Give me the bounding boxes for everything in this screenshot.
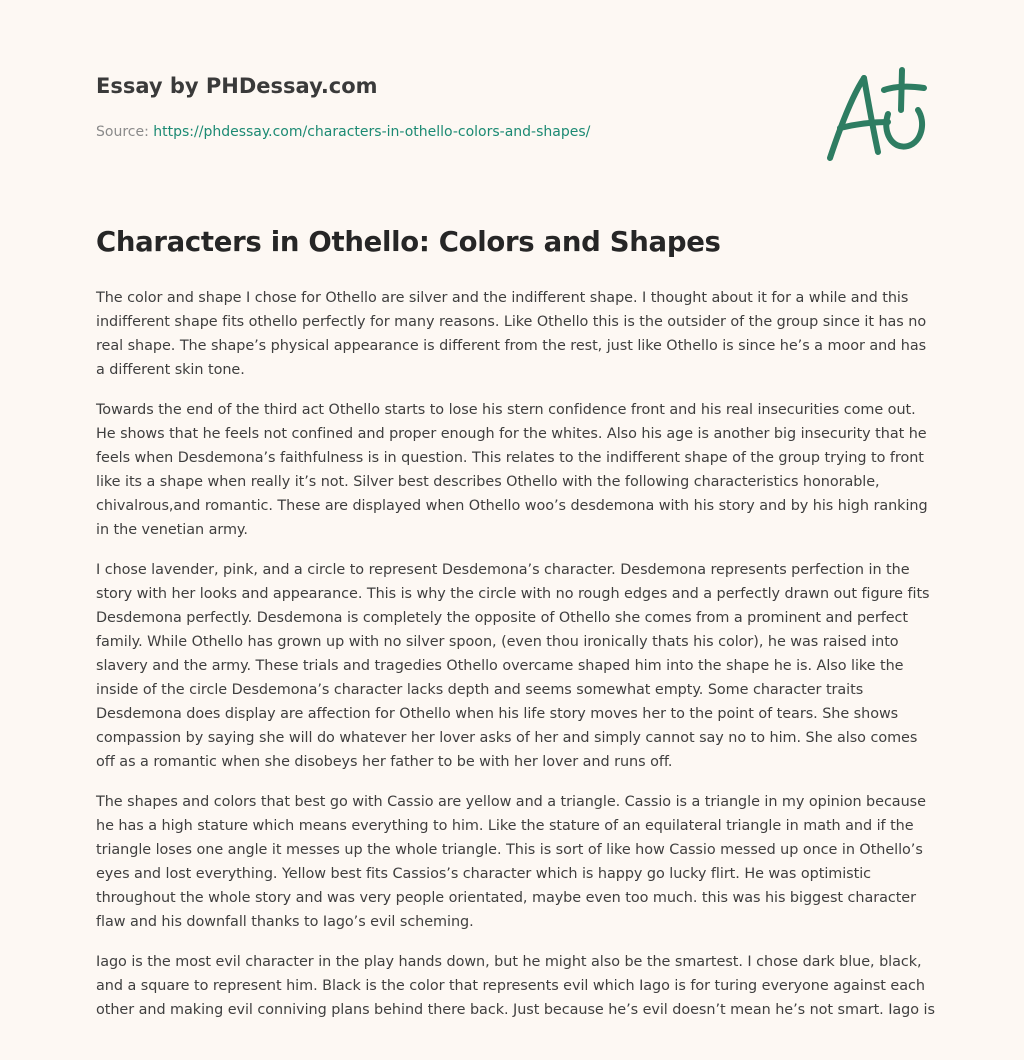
essay-paragraph: I chose lavender, pink, and a circle to represent Desdemona’s character. Desdemona represents perfection in the story with her looks and appearance. This is why the circle with no rough edges and a perfectly drawn out figure fits Desdemona perfectly. Desdemona is completely the opposite of Othello she comes from a prominent and perfect family. While Othello has grown up with no silver spoon, (even thou ironically thats his color), he was raised into slavery and the army. These trials and tragedies Othello overcame shaped him into the shape he is. Also like the inside of the circle Desdemona’s character lacks depth and seems somewhat empty. Some character traits Desdemona does display are affection for Othello when his life story moves her to the point of tears. She shows compassion by saying she will do whatever her lover asks of her and simply cannot say no to him. She also comes off as a romantic when she disobeys her father to be with her lover and runs off. — [96, 562, 930, 770]
essay-paragraph: The color and shape I chose for Othello are silver and the indifferent shape. I thought about it for a while and this indifferent shape fits othello perfectly for many reasons. Like Othello this is the outsider of the group since it has no real shape. The shape’s physical appearance is different from the rest, just like Othello is since he’s a moor and has a different skin tone. — [96, 290, 927, 378]
essay-paragraph: The shapes and colors that best go with Cassio are yellow and a triangle. Cassio is a triangle in my opinion because he has a high stature which means everything to him. Like the stature of an equilateral triangle in math and if the triangle loses one angle it messes up the whole triangle. This is sort of like how Cassio messed up once in Othello’s eyes and lost everything. Yellow best fits Cassios’s character which is happy go lucky flirt. He was optimistic throughout the whole story and was very people orientated, maybe even too much. this was his biggest character flaw and his downfall thanks to Iago’s evil scheming. — [96, 794, 926, 930]
source-label: Source: — [96, 124, 154, 140]
essay-paragraph: Towards the end of the third act Othello starts to lose his stern confidence front and his real insecurities come out. He shows that he feels not confined and proper enough for the whites. Also his age is another big insecurity that he feels when Desdemona’s faithfulness is in question. This relates to the indifferent shape of the group trying to front like its a shape when really it’s not. Silver best describes Othello with the following characteristics honorable, chivalrous,and romantic. These are displayed when Othello woo’s desdemona with his story and by his high ranking in the venetian army. — [96, 402, 928, 538]
site-title: Essay by PHDessay.com — [96, 74, 378, 98]
essay-body — [96, 286, 936, 1038]
a-plus-grade-logo-icon — [822, 66, 932, 166]
essay-paragraph: Iago is the most evil character in the play hands down, but he might also be the smartest. I chose dark blue, black, and a square to represent him. Black is the color that represents evil which Iago is for turing everyone against each other and making evil conniving plans behind there back. Just because he’s evil doesn’t mean he’s not smart. Iago is — [96, 954, 935, 1018]
source-link[interactable]: https://phdessay.com/characters-in-othello-colors-and-shapes/ — [153, 124, 591, 140]
document-title: Characters in Othello: Colors and Shapes — [96, 226, 721, 258]
source-line — [96, 124, 590, 140]
